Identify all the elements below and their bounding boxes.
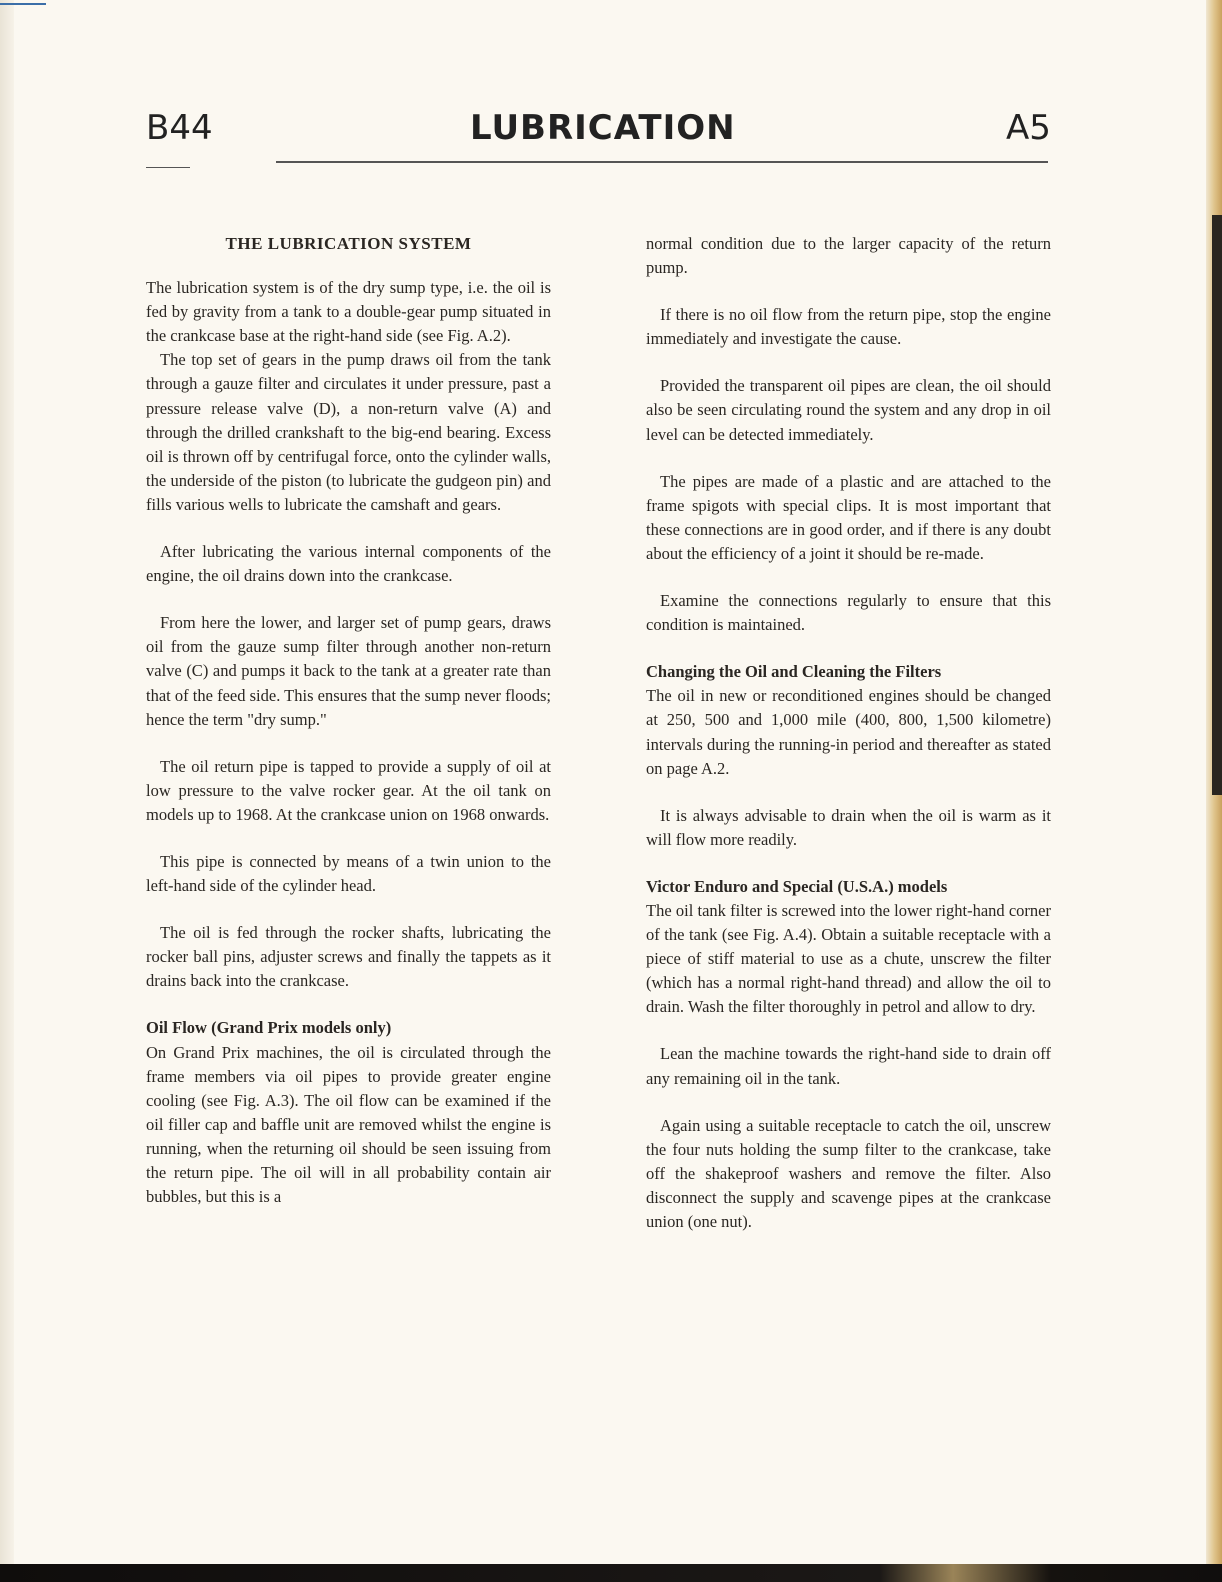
paragraph: The oil in new or reconditioned engines should be changed at 250, 500 and 1,000 mile (400, 800, 1,500 kilometre) intervals during the running-in period and thereafter as stated on page A.2.: [646, 686, 1051, 778]
paragraph: If there is no oil flow from the return pipe, stop the engine immediately and investigate the cause.: [646, 305, 1051, 349]
scan-edge-mark: [0, 3, 46, 5]
section-code-left: B44: [146, 108, 213, 148]
paragraph: After lubricating the various internal components of the engine, the oil drains down into the crankcase.: [146, 542, 551, 586]
header-rule: [276, 161, 1048, 163]
sub-heading: Oil Flow (Grand Prix models only): [146, 1018, 392, 1038]
right-column: [646, 232, 1051, 1257]
paragraph: The lubrication system is of the dry sump type, i.e. the oil is fed by gravity from a tank to a double-gear pump situated in the crankcase base at the right-hand side (see Fig. A.2).: [146, 278, 551, 346]
sub-heading: Changing the Oil and Cleaning the Filters: [646, 662, 942, 682]
left-column: [146, 232, 551, 1209]
paragraph: The oil is fed through the rocker shafts, lubricating the rocker ball pins, adjuster screws and finally the tappets as it drains back into the crankcase.: [146, 923, 551, 991]
paragraph: On Grand Prix machines, the oil is circulated through the frame members via oil pipes to provide greater engine cooling (see Fig. A.3). The oil flow can be examined if the oil filler cap and baffle unit are removed whilst the engine is running, when the returning oil should be seen issuing from the return pipe. The oil will in all probability contain air bubbles, but this is a: [146, 1042, 551, 1207]
section-heading: THE LUBRICATION SYSTEM: [225, 234, 472, 253]
paragraph: Again using a suitable receptacle to catch the oil, unscrew the four nuts holding the sump filter to the crankcase, take off the shakeproof washers and remove the filter. Also disconnect the supply and scavenge pipes at the crankcase union (one nut).: [646, 1115, 1051, 1231]
paragraph: From here the lower, and larger set of pump gears, draws oil from the gauze sump filter through another non-return valve (C) and pumps it back to the tank at a greater rate than that of the feed side. This ensures that the sump never floods; hence the term "dry sump.": [146, 613, 551, 729]
paragraph: Examine the connections regularly to ensure that this condition is maintained.: [646, 591, 1051, 635]
page-number-right: A5: [1006, 108, 1051, 148]
paragraph: normal condition due to the larger capacity of the return pump.: [646, 234, 1051, 278]
paragraph: The top set of gears in the pump draws oil from the tank through a gauze filter and circulates it under pressure, past a pressure release valve (D), a non-return valve (A) and through the drilled crankshaft to the big-end bearing. Excess oil is thrown off by centrifugal force, onto the cylinder walls, the underside of the piston (to lubricate the gudgeon pin) and fills various wells to lubricate the camshaft and gears.: [146, 350, 551, 514]
paragraph: Lean the machine towards the right-hand side to drain off any remaining oil in the tank.: [646, 1044, 1051, 1088]
sub-heading: Victor Enduro and Special (U.S.A.) models: [646, 876, 948, 896]
paragraph: It is always advisable to drain when the oil is warm as it will flow more readily.: [646, 805, 1051, 849]
paragraph: Provided the transparent oil pipes are clean, the oil should also be seen circulating round the system and any drop in oil level can be detected immediately.: [646, 376, 1051, 444]
paragraph: The oil tank filter is screwed into the lower right-hand corner of the tank (see Fig. A.4). Obtain a suitable receptacle with a piece of stiff material to use as a chute, unscrew the filter (which has a normal right-hand thread) and allow the oil to drain. Wash the filter thoroughly in petrol and allow to dry.: [646, 900, 1051, 1017]
paragraph: The oil return pipe is tapped to provide a supply of oil at low pressure to the valve rocker gear. At the oil tank on models up to 1968. At the crankcase union on 1968 onwards.: [146, 756, 551, 824]
header-rule-short: [146, 167, 190, 168]
scan-bottom-border: [0, 1564, 1222, 1582]
paragraph: The pipes are made of a plastic and are attached to the frame spigots with special clips. It is most important that these connections are in good order, and if there is any doubt about the efficiency of a joint it should be re-made.: [646, 471, 1051, 563]
paragraph: This pipe is connected by means of a twin union to the left-hand side of the cylinder head.: [146, 851, 551, 896]
page-edge-dark: [1212, 215, 1222, 795]
page-spine-shadow: [0, 0, 14, 1582]
page-title: LUBRICATION: [470, 108, 736, 148]
